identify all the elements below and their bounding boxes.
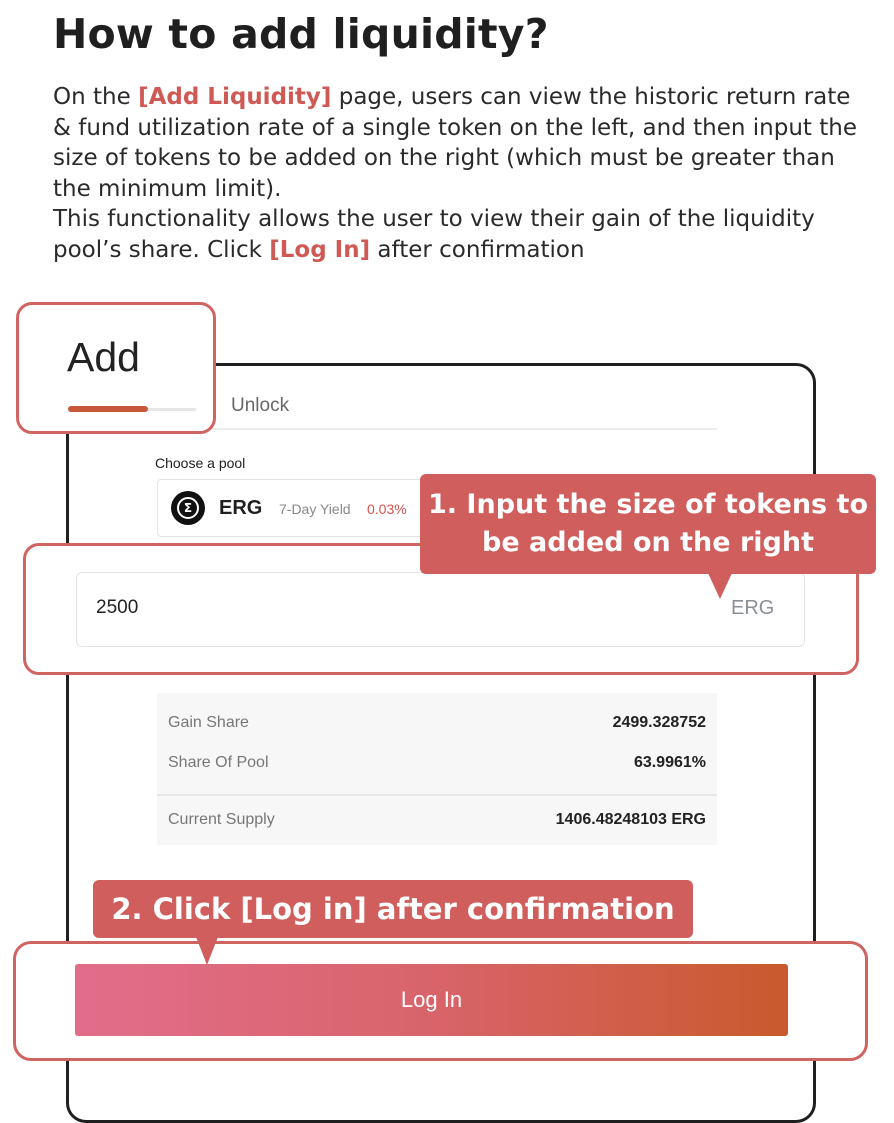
erg-logo-glyph: Σ [177,497,199,519]
choose-pool-label: Choose a pool [155,455,246,471]
step2-callout-pointer [196,937,218,965]
gain-share-label: Gain Share [168,714,249,731]
yield-value: 0.03% [367,501,407,517]
info-divider [157,794,717,796]
erg-token-icon [171,491,205,525]
step1-line1: 1. Input the size of tokens to [427,489,868,520]
amount-input[interactable] [76,572,805,647]
amount-value[interactable]: 2500 [96,597,139,618]
share-of-pool-label: Share Of Pool [168,754,269,771]
log-in-button[interactable]: Log In [75,964,788,1036]
current-supply-value: 1406.48248103 ERG [555,811,706,828]
yield-label: 7-Day Yield [279,501,351,517]
step1-callout-pointer [708,573,732,599]
step1-callout [420,474,876,574]
active-tab-indicator [68,406,148,412]
desc-text-3: This functionality allows the user to view their gain of the liquidity pool’s share. Click [53,206,815,263]
description [53,82,873,265]
add-liquidity-highlight: [Add Liquidity] [138,84,332,110]
gain-share-value: 2499.328752 [612,714,706,731]
log-in-highlight: [Log In] [269,236,371,263]
tab-add[interactable]: Add [67,334,140,380]
desc-text-2: page, users can view the historic return rate & fund utilization rate of a single token on the left, and then input the size of tokens to be added on the right (which must be greater than the minimum limit). [53,84,857,202]
amount-unit: ERG [731,597,775,619]
share-of-pool-value: 63.9961% [633,754,706,771]
current-supply-label: Current Supply [168,811,275,828]
page-title: How to add liquidity? [53,10,549,58]
step1-line2: be added on the right [482,527,814,558]
tab-unlock[interactable]: Unlock [231,395,290,416]
step2-callout: 2. Click [Log in] after confirmation [93,880,693,938]
desc-text-1: On the [53,84,139,110]
pool-token-name: ERG [219,497,263,519]
tab-divider [150,428,717,430]
desc-text-4: after confirmation [370,236,585,263]
